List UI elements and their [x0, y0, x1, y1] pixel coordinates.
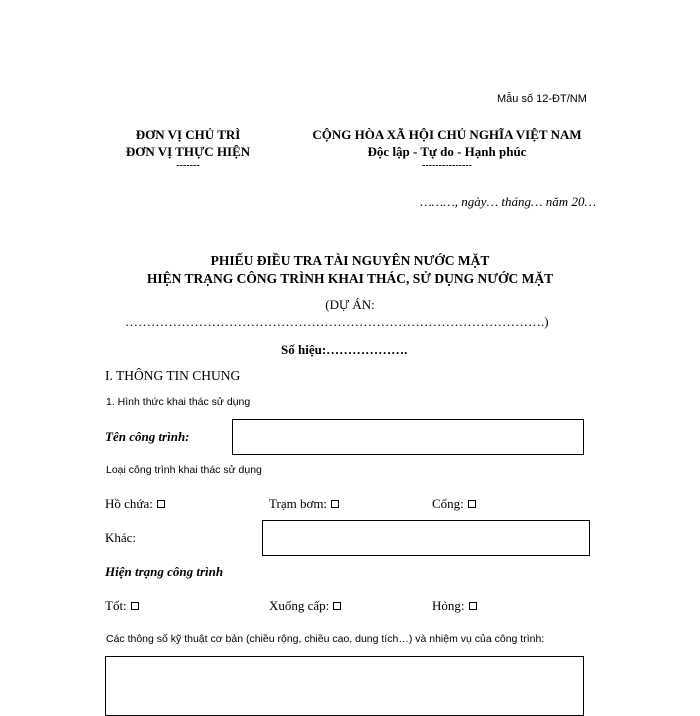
specs-label: Các thông số kỹ thuật cơ bản (chiều rộng, chiều cao, dung tích…) và nhiệm vụ của công trình: — [106, 633, 545, 645]
date-line: ………, ngày… tháng… năm 20… — [420, 194, 596, 209]
reservoir-option — [105, 496, 165, 512]
title-line-1: PHIẾU ĐIỀU TRA TÀI NGUYÊN NƯỚC MẶT — [210, 253, 490, 268]
specs-input[interactable] — [105, 656, 584, 716]
project-label: (DỰ ÁN: — [325, 297, 375, 312]
work-type-label: Loại công trình khai thác sử dụng — [106, 464, 262, 476]
good-checkbox[interactable] — [131, 602, 139, 610]
condition-label: Hiện trạng công trình — [105, 564, 224, 579]
work-name-label: Tên công trình: — [105, 429, 190, 444]
degraded-option — [269, 598, 341, 614]
other-input[interactable] — [262, 520, 590, 556]
national-header — [292, 126, 602, 172]
good-label: Tốt: — [105, 598, 127, 613]
organization-header — [110, 126, 266, 172]
host-unit-label: ĐƠN VỊ CHỦ TRÌ — [135, 127, 241, 142]
reservoir-checkbox[interactable] — [157, 500, 165, 508]
sluice-label: Cống: — [432, 496, 464, 511]
pump-station-option — [269, 496, 339, 512]
broken-option — [432, 598, 477, 614]
executing-unit-label: ĐƠN VỊ THỰC HIỆN — [125, 144, 251, 159]
pump-station-label: Trạm bơm: — [269, 496, 328, 511]
broken-checkbox[interactable] — [469, 602, 477, 610]
project-name-line: …………………………………………………………………………………….) — [125, 314, 549, 329]
title-line-2: HIỆN TRẠNG CÔNG TRÌNH KHAI THÁC, SỬ DỤNG NƯỚC MẶT — [146, 271, 554, 286]
broken-label: Hỏng: — [432, 598, 465, 613]
national-motto: Độc lập - Tự do - Hạnh phúc — [367, 144, 527, 159]
subsection-label: 1. Hình thức khai thác sử dụng — [106, 396, 251, 408]
degraded-label: Xuống cấp: — [269, 598, 330, 613]
section-heading: I. THÔNG TIN CHUNG — [105, 368, 241, 383]
country-name: CỘNG HÒA XÃ HỘI CHỦ NGHĨA VIỆT NAM — [312, 127, 582, 142]
pump-station-checkbox[interactable] — [331, 500, 339, 508]
serial-number: Số hiệu:………………. — [281, 342, 408, 357]
form-code: Mẫu số 12-ĐT/NM — [497, 93, 587, 105]
reservoir-label: Hồ chứa: — [105, 496, 153, 511]
sluice-option — [432, 496, 476, 512]
sluice-checkbox[interactable] — [468, 500, 476, 508]
work-name-input[interactable] — [232, 419, 584, 455]
header-right-divider: --------------- — [422, 160, 472, 171]
other-label: Khác: — [105, 530, 137, 545]
good-option — [105, 598, 139, 614]
header-left-divider: ------- — [176, 160, 200, 171]
degraded-checkbox[interactable] — [333, 602, 341, 610]
form-title — [100, 252, 600, 288]
